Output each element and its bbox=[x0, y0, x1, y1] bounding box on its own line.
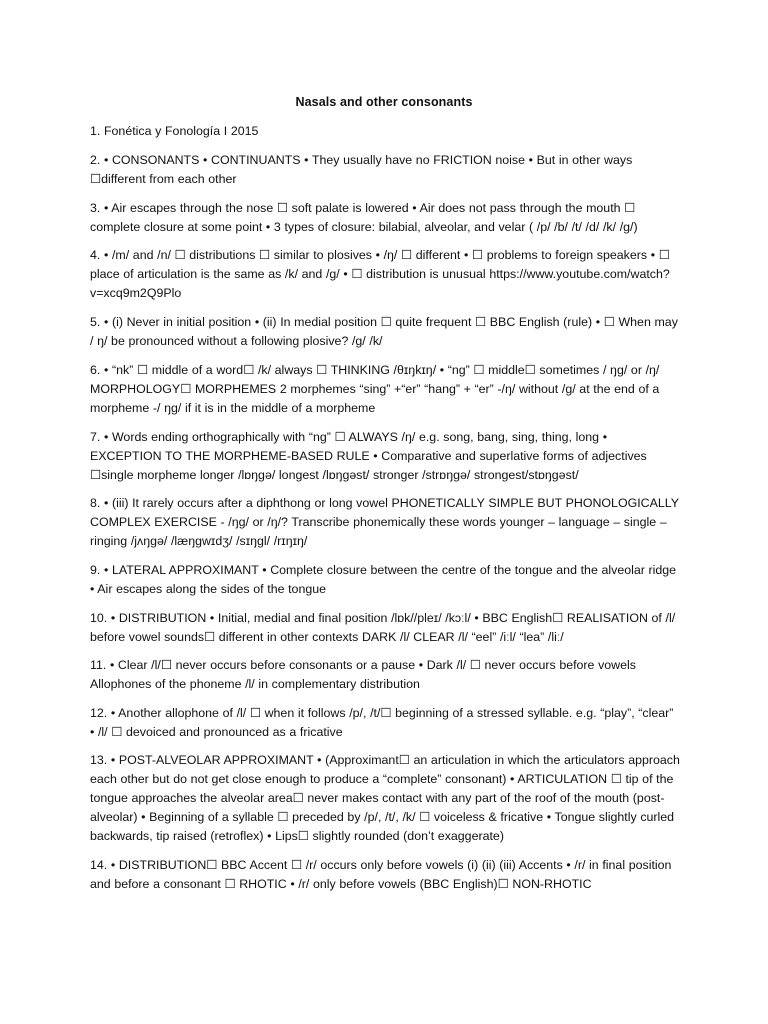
paragraph-6: 6. • “nk” ☐ middle of a word☐ /k/ always ☐ THINKING /θɪŋkɪŋ/ • “ng” ☐ middle☐ sometimes / ŋg/ or /ŋ/ MORPHOLOGY☐ MORPHEMES 2 morphemes “sing” +“er” “hang” + “er” -/ŋ/ without /g/ at the end of a morpheme -/ ŋg/ if it is in the middle of a morpheme bbox=[90, 363, 660, 415]
paragraph-13: 13. • POST-ALVEOLAR APPROXIMANT • (Approximant☐ an articulation in which the articulators approach each other but do not get close enough to produce a “complete” consonant) • ARTICULATION ☐ tip of the tongue approaches the alveolar area☐ never makes contact with any part of the roof of the mouth (post-alveolar) • Beginning of a syllable ☐ preceded by /p/, /t/, /k/ ☐ voiceless & fricative • Tongue slightly curled backwards, tip raised (retroflex) • Lips☐ slightly rounded (don’t exaggerate) bbox=[90, 753, 680, 843]
paragraph-8: 8. • (iii) It rarely occurs after a diphthong or long vowel PHONETICALLY SIMPLE BUT PHONOLOGICALLY COMPLEX EXERCISE - /ŋg/ or /ŋ/? Transcribe phonemically these words younger – language – single – ringing /jʌŋgə/ /læŋgwɪdʒ/ /sɪŋgl/ /rɪŋɪŋ/ bbox=[90, 496, 679, 548]
paragraph-2: 2. • CONSONANTS • CONTINUANTS • They usually have no FRICTION noise • But in other ways ☐different from each other bbox=[90, 153, 633, 186]
paragraph-5: 5. • (i) Never in initial position • (ii) In medial position ☐ quite frequent ☐ BBC English (rule) • ☐ When may / ŋ/ be pronounced without a following plosive? /g/ /k/ bbox=[90, 315, 678, 348]
paragraph-9: 9. • LATERAL APPROXIMANT • Complete closure between the centre of the tongue and the alveolar ridge • Air escapes along the sides of the tongue bbox=[90, 563, 677, 596]
paragraph-10: 10. • DISTRIBUTION • Initial, medial and final position /lɒk//pleɪ/ /kɔːl/ • BBC English☐ REALISATION of /l/ before vowel sounds☐ different in other contexts DARK /l/ CLEAR /l/ “eel” /iːl/ “lea” /liː/ bbox=[90, 611, 676, 644]
paragraph-4: 4. • /m/ and /n/ ☐ distributions ☐ similar to plosives • /ŋ/ ☐ different • ☐ problems to foreign speakers • ☐ place of articulation is the same as /k/ and /g/ • ☐ distribution is unusual https://www.youtube.com/watch?v=xcq9m2Q9Plo bbox=[90, 248, 670, 300]
document-title: Nasals and other consonants bbox=[295, 95, 473, 109]
paragraph-11: 11. • Clear /l/☐ never occurs before consonants or a pause • Dark /l/ ☐ never occurs before vowels Allophones of the phoneme /l/ in complementary distribution bbox=[90, 658, 636, 691]
paragraph-12: 12. • Another allophone of /l/ ☐ when it follows /p/, /t/☐ beginning of a stressed syllable. e.g. “play”, “clear” • /l/ ☐ devoiced and pronounced as a fricative bbox=[90, 706, 674, 739]
paragraph-14: 14. • DISTRIBUTION☐ BBC Accent ☐ /r/ occurs only before vowels (i) (ii) (iii) Accents • /r/ in final position and before a consonant ☐ RHOTIC • /r/ only before vowels (BBC English)☐ NON-RHOTIC bbox=[90, 858, 672, 891]
paragraph-7: 7. • Words ending orthographically with “ng” ☐ ALWAYS /ŋ/ e.g. song, bang, sing, thing, long • EXCEPTION TO THE MORPHEME-BASED RULE • Comparative and superlative forms of adjectives ☐single morpheme longer /lɒŋgə/ longest /lɒŋgəst/ stronger /strɒŋgə/ strongest/stɒŋgəst/ bbox=[90, 430, 647, 482]
paragraph-3: 3. • Air escapes through the nose ☐ soft palate is lowered • Air does not pass through the mouth ☐ complete closure at some point • 3 types of closure: bilabial, alveolar, and velar ( /p/ /b/ /t/ /d/ /k/ /g/) bbox=[90, 201, 638, 234]
paragraph-1: 1. Fonética y Fonología I 2015 bbox=[90, 124, 259, 138]
